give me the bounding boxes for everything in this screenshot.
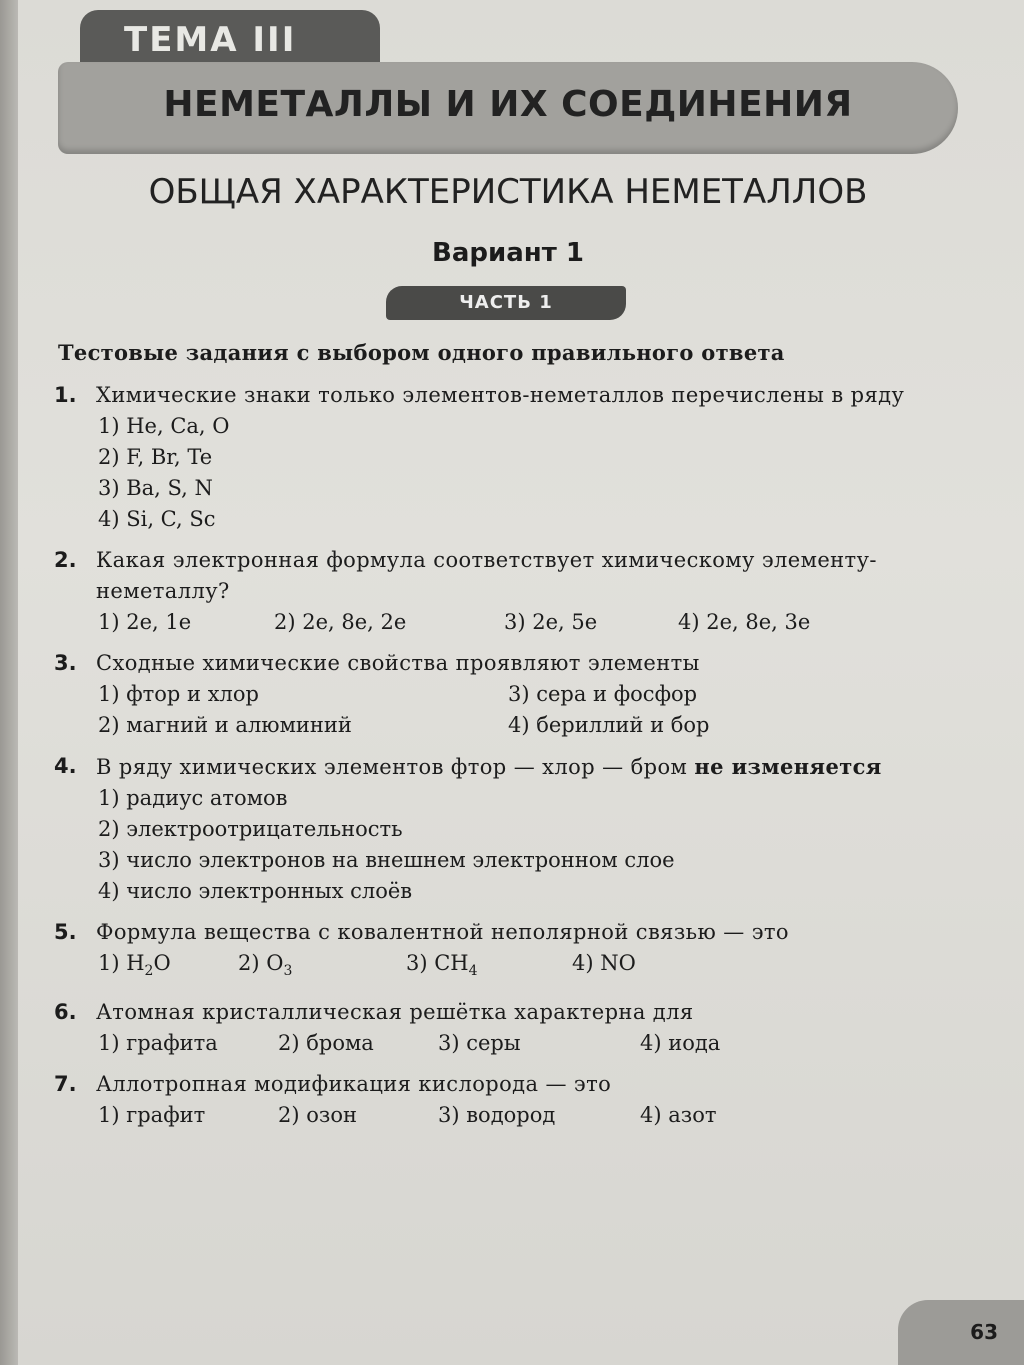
question-1: [54, 380, 959, 535]
answer-options: [54, 607, 959, 638]
answer-option: 2) магний и алюминий: [98, 713, 352, 737]
answer-option: 4) NO: [572, 951, 636, 975]
answer-option: 3) 2e, 5e: [504, 610, 598, 634]
part-badge: ЧАСТЬ 1: [386, 286, 626, 320]
answer-option: 1) 2e, 1e: [98, 610, 192, 634]
question-text: Атомная кристаллическая решётка характерна для: [96, 1000, 694, 1025]
answer-option: 2) брома: [278, 1031, 374, 1056]
topic-label: ТЕМА III: [124, 20, 297, 60]
question-5: [54, 917, 959, 987]
question-2: [54, 545, 959, 638]
answer-option: 4) 2e, 8e, 3e: [678, 610, 811, 634]
answer-option: 1) фтор и хлор: [98, 682, 259, 706]
section-heading: Тестовые задания с выбором одного правильного ответа: [58, 340, 785, 365]
answer-options: [54, 679, 959, 741]
answer-option: 2) F, Br, Te: [98, 445, 213, 469]
question-text-part: В ряду химических элементов фтор — хлор — бром: [96, 755, 695, 779]
answer-option: 4) число электронных слоёв: [98, 879, 413, 903]
answer-option: 4) бериллий и бор: [508, 713, 710, 737]
chapter-title: НЕМЕТАЛЛЫ И ИХ СОЕДИНЕНИЯ: [163, 84, 853, 125]
question-number: 1.: [54, 383, 77, 407]
question-text: Сходные химические свойства проявляют элементы: [96, 651, 700, 675]
question-6: [54, 997, 959, 1059]
answer-option: 1) графит: [98, 1103, 206, 1128]
variant-label: Вариант 1: [432, 238, 584, 268]
question-text: Формула вещества с ковалентной неполярной связью — это: [96, 920, 789, 944]
answer-option: 3) Ba, S, N: [98, 476, 213, 500]
answer-option: 4) иода: [640, 1031, 721, 1056]
question-number: 6.: [54, 1000, 77, 1025]
answer-option: 2) электроотрицательность: [98, 817, 403, 841]
answer-option: 1) графита: [98, 1031, 218, 1056]
answer-option: 1) радиус атомов: [98, 786, 288, 810]
question-text: Аллотропная модификация кислорода — это: [96, 1072, 612, 1097]
answer-options: [54, 783, 959, 907]
topic-tab: [80, 10, 380, 66]
answer-option: 1) $H_2O$: [98, 951, 171, 980]
answer-option: 2) $O_3$: [238, 951, 293, 980]
answer-option: 4) Si, C, Sc: [98, 507, 216, 531]
page-number: 63: [970, 1320, 998, 1344]
book-page: [18, 0, 1024, 1365]
question-text-emphasis: не изменяется: [694, 754, 882, 779]
chapter-banner: [58, 62, 958, 154]
answer-option: 3) $CH_4$: [406, 951, 478, 980]
question-number: 7.: [54, 1072, 77, 1097]
question-7: [54, 1069, 959, 1131]
answer-option: 4) азот: [640, 1103, 717, 1128]
answer-option: 3) водород: [438, 1103, 556, 1128]
question-text: Какая электронная формула соответствует химическому элементу-неметаллу?: [96, 548, 877, 603]
questions-list: [54, 380, 959, 1141]
answer-option: 3) сера и фосфор: [508, 682, 698, 706]
answer-option: 3) число электронов на внешнем электронном слое: [98, 848, 675, 872]
answer-options: [54, 948, 959, 987]
answer-options: [54, 1028, 959, 1059]
lesson-title: ОБЩАЯ ХАРАКТЕРИСТИКА НЕМЕТАЛЛОВ: [148, 172, 868, 212]
question-3: [54, 648, 959, 741]
question-number: 2.: [54, 548, 77, 572]
question-number: 4.: [54, 754, 77, 778]
question-text: Химические знаки только элементов-неметаллов перечислены в ряду: [96, 383, 905, 407]
answer-options: [54, 1100, 959, 1131]
answer-option: 2) озон: [278, 1103, 357, 1128]
question-4: [54, 751, 959, 907]
question-number: 5.: [54, 920, 77, 944]
question-text: [96, 751, 959, 783]
answer-option: 2) 2e, 8e, 2e: [274, 610, 407, 634]
answer-option: 1) He, Ca, O: [98, 414, 230, 438]
question-number: 3.: [54, 651, 77, 675]
answer-option: 3) серы: [438, 1031, 521, 1056]
answer-options: [54, 411, 959, 535]
